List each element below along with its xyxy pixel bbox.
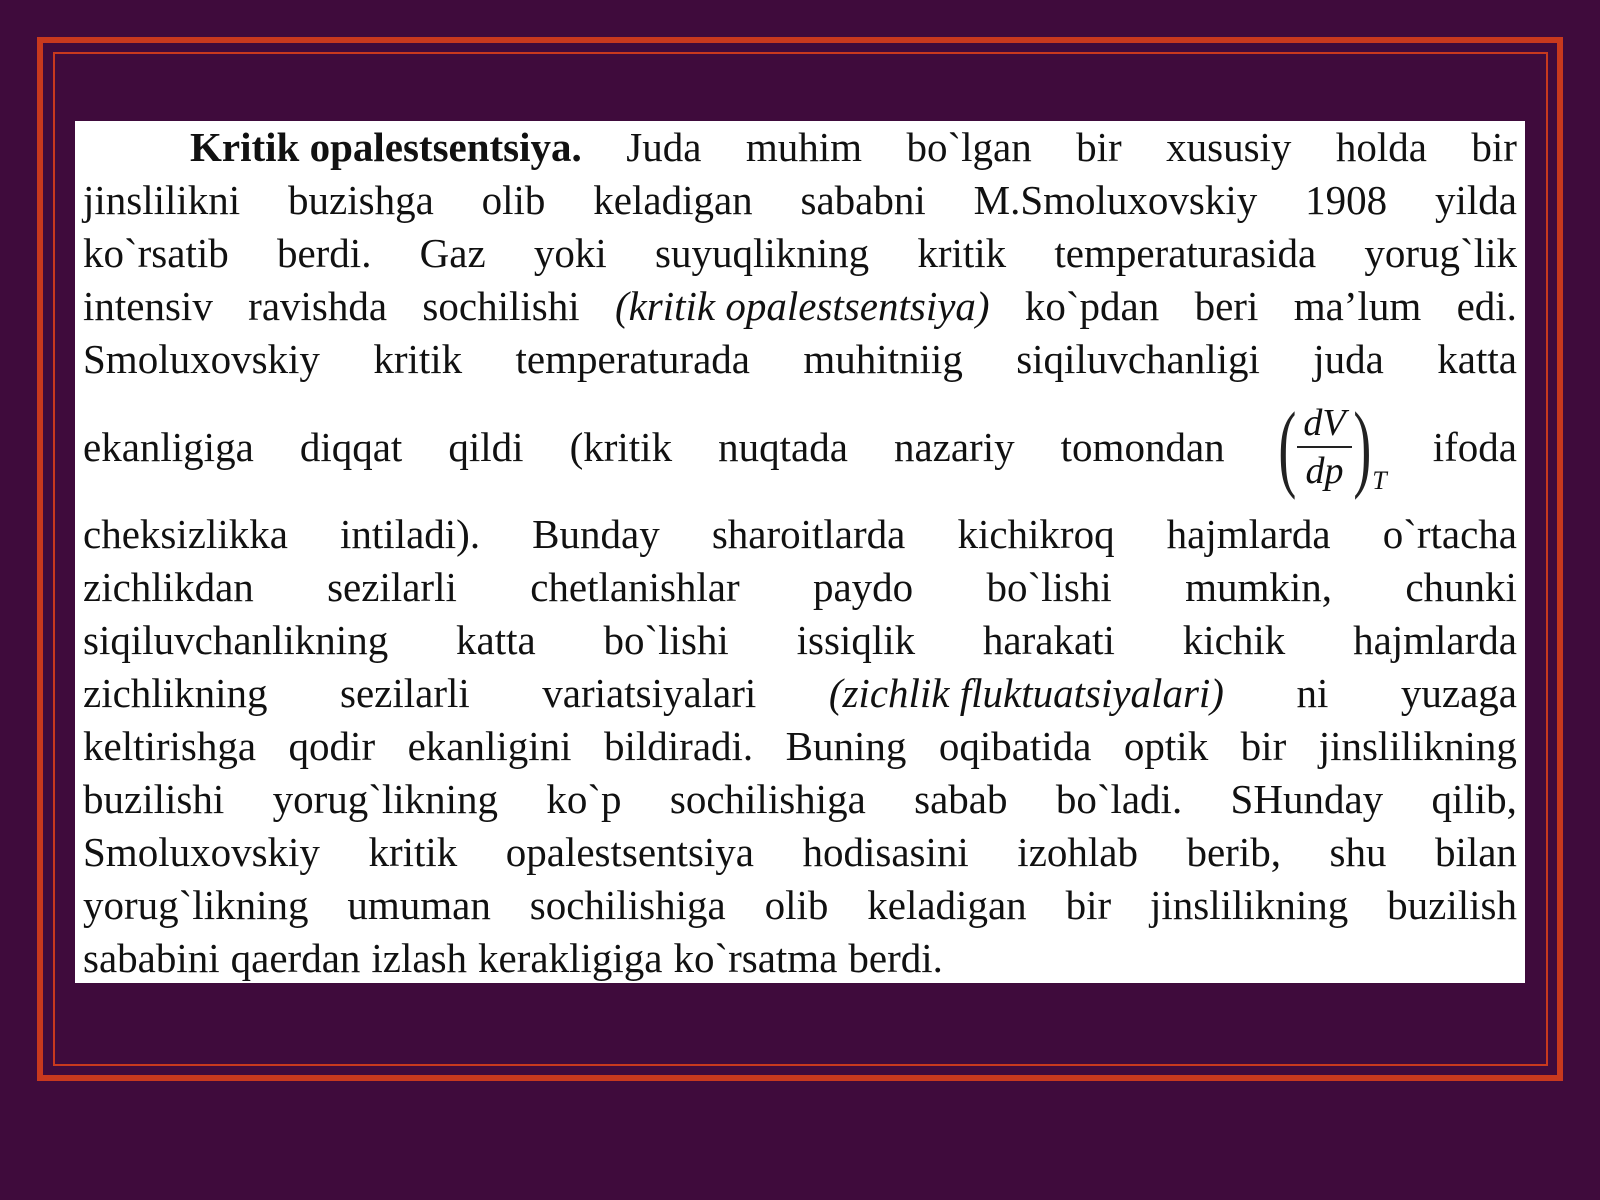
word: buzilishi	[83, 776, 225, 822]
word: berdi.	[276, 230, 372, 276]
word: bildiradi.	[604, 723, 754, 769]
word: nazariy	[893, 424, 1015, 470]
word: buzishga	[288, 177, 434, 223]
word: ekanligiga	[83, 424, 254, 470]
word: nuqtada	[718, 424, 848, 470]
word: cheksizlikka	[83, 511, 288, 557]
word: keltirishga	[83, 723, 257, 769]
word: yilda	[1434, 177, 1517, 223]
word: hajmlarda	[1353, 617, 1517, 663]
word: berdi.	[848, 935, 943, 981]
word: mumkin,	[1185, 564, 1333, 610]
word: ifoda	[1432, 424, 1517, 470]
word: izlash	[371, 935, 468, 981]
paragraph-line	[83, 667, 1517, 720]
word: qodir	[288, 723, 376, 769]
word: temperaturasida	[1054, 230, 1317, 276]
paragraph-line	[83, 121, 1517, 174]
word: zichlikdan	[83, 564, 254, 610]
word: sezilarli	[339, 670, 470, 716]
word: variatsiyalari	[542, 670, 757, 716]
fraction-denominator: dp	[1305, 450, 1344, 492]
word: Gaz	[419, 230, 486, 276]
word: sochilishiga	[669, 776, 866, 822]
fraction	[1297, 404, 1351, 490]
word: jinslilikning	[1150, 882, 1349, 928]
word: berib,	[1186, 829, 1281, 875]
paragraph-line	[83, 720, 1517, 773]
paragraph-line	[83, 561, 1517, 614]
word: holda	[1335, 124, 1427, 170]
word: zichlikning	[83, 670, 268, 716]
word: Smoluxovskiy	[83, 829, 320, 875]
right-paren: )	[1352, 393, 1371, 501]
word: sharoitlarda	[711, 511, 906, 557]
word: ni	[1296, 670, 1329, 716]
word: ko`rsatma	[673, 935, 838, 981]
word: bilan	[1434, 829, 1517, 875]
word: sochilishi	[422, 283, 580, 329]
word: olib	[764, 882, 829, 928]
word: katta	[456, 617, 536, 663]
paragraph-line	[83, 386, 1517, 508]
word: bo`ladi.	[1055, 776, 1183, 822]
text-box	[75, 121, 1525, 983]
word: 1908	[1305, 177, 1388, 223]
word: muhim	[745, 124, 863, 170]
paragraph-line	[83, 932, 1517, 985]
word: Bunday	[532, 511, 660, 557]
paragraph-line	[83, 174, 1517, 227]
word: buzilish	[1387, 882, 1517, 928]
word: opalestsentsiya	[505, 829, 754, 875]
word: ma’lum	[1293, 283, 1422, 329]
word: hajmlarda	[1166, 511, 1331, 557]
word: kritik	[368, 829, 458, 875]
left-paren: (	[1278, 393, 1296, 501]
word: qilib,	[1431, 776, 1517, 822]
word: katta	[1437, 336, 1517, 382]
word: edi.	[1456, 283, 1517, 329]
word: yorug`likning	[272, 776, 499, 822]
word: sababini	[83, 935, 220, 981]
word: sochilishiga	[529, 882, 726, 928]
word: suyuqlikning	[654, 230, 870, 276]
word: ko`pdan	[1024, 283, 1160, 329]
word: bir	[1471, 124, 1517, 170]
word: jinslilikni	[83, 177, 241, 223]
word: tomondan	[1060, 424, 1225, 470]
word: shu	[1329, 829, 1387, 875]
word: oqibatida	[938, 723, 1092, 769]
word: Smoluxovskiy	[83, 336, 320, 382]
word: kichik	[1182, 617, 1286, 663]
word: umuman	[347, 882, 491, 928]
fraction-numerator: dV	[1297, 404, 1351, 448]
word: kerakligiga	[478, 935, 663, 981]
word: qildi	[448, 424, 524, 470]
word: o`rtacha	[1382, 511, 1517, 557]
word: keladigan	[593, 177, 753, 223]
word: muhitniig	[803, 336, 963, 382]
word: bo`lgan	[906, 124, 1032, 170]
word: sababni	[800, 177, 926, 223]
word: izohlab	[1017, 829, 1138, 875]
word: M.Smoluxovskiy	[973, 177, 1258, 223]
italic-term: (zichlik fluktuatsiyalari)	[828, 670, 1224, 716]
word: yuzaga	[1400, 670, 1517, 716]
word: sezilarli	[327, 564, 457, 610]
word: kritik	[917, 230, 1007, 276]
word: paydo	[812, 564, 914, 610]
section-title: Kritik opalestsentsiya.	[190, 124, 582, 170]
word: bir	[1065, 882, 1112, 928]
word: bo`lishi	[603, 617, 729, 663]
italic-term: (kritik opalestsentsiya)	[614, 283, 990, 329]
word: siqiluvchanligi	[1016, 336, 1260, 382]
word: optik	[1123, 723, 1209, 769]
word: kritik	[373, 336, 463, 382]
word: bir	[1076, 124, 1122, 170]
word: yorug`lik	[1364, 230, 1517, 276]
word: SHunday	[1230, 776, 1384, 822]
word: ko`rsatib	[83, 230, 229, 276]
word: jinslilikning	[1318, 723, 1517, 769]
paragraph-line	[83, 280, 1517, 333]
word: bir	[1240, 723, 1287, 769]
word: hodisasini	[802, 829, 969, 875]
word: ko`p	[546, 776, 622, 822]
word: harakati	[982, 617, 1115, 663]
word: temperaturada	[515, 336, 750, 382]
word: siqiluvchanlikning	[83, 617, 389, 663]
word: kichikroq	[957, 511, 1115, 557]
word: (kritik	[569, 424, 673, 470]
word: yoki	[533, 230, 607, 276]
derivative-formula	[1271, 393, 1387, 501]
word: intensiv	[83, 283, 213, 329]
word: chunki	[1405, 564, 1517, 610]
paragraph-line	[83, 508, 1517, 561]
word: diqqat	[299, 424, 403, 470]
word: beri	[1194, 283, 1259, 329]
paragraph-line	[83, 227, 1517, 280]
word: sabab	[914, 776, 1008, 822]
paragraph-line	[83, 773, 1517, 826]
word: keladigan	[867, 882, 1027, 928]
word: ravishda	[248, 283, 388, 329]
word: issiqlik	[796, 617, 916, 663]
word: juda	[1313, 336, 1384, 382]
word: chetlanishlar	[530, 564, 740, 610]
word: Juda	[626, 124, 702, 170]
word: olib	[481, 177, 546, 223]
paragraph-line	[83, 614, 1517, 667]
word: yorug`likning	[83, 882, 309, 928]
word: ekanligini	[407, 723, 572, 769]
word: Buning	[785, 723, 907, 769]
paragraph-line	[83, 879, 1517, 932]
word: xususiy	[1166, 124, 1292, 170]
formula-subscript: T	[1372, 466, 1387, 495]
word: bo`lishi	[986, 564, 1112, 610]
word: intiladi).	[340, 511, 481, 557]
word: qaerdan	[230, 935, 361, 981]
paragraph-line	[83, 333, 1517, 386]
paragraph-line	[83, 826, 1517, 879]
